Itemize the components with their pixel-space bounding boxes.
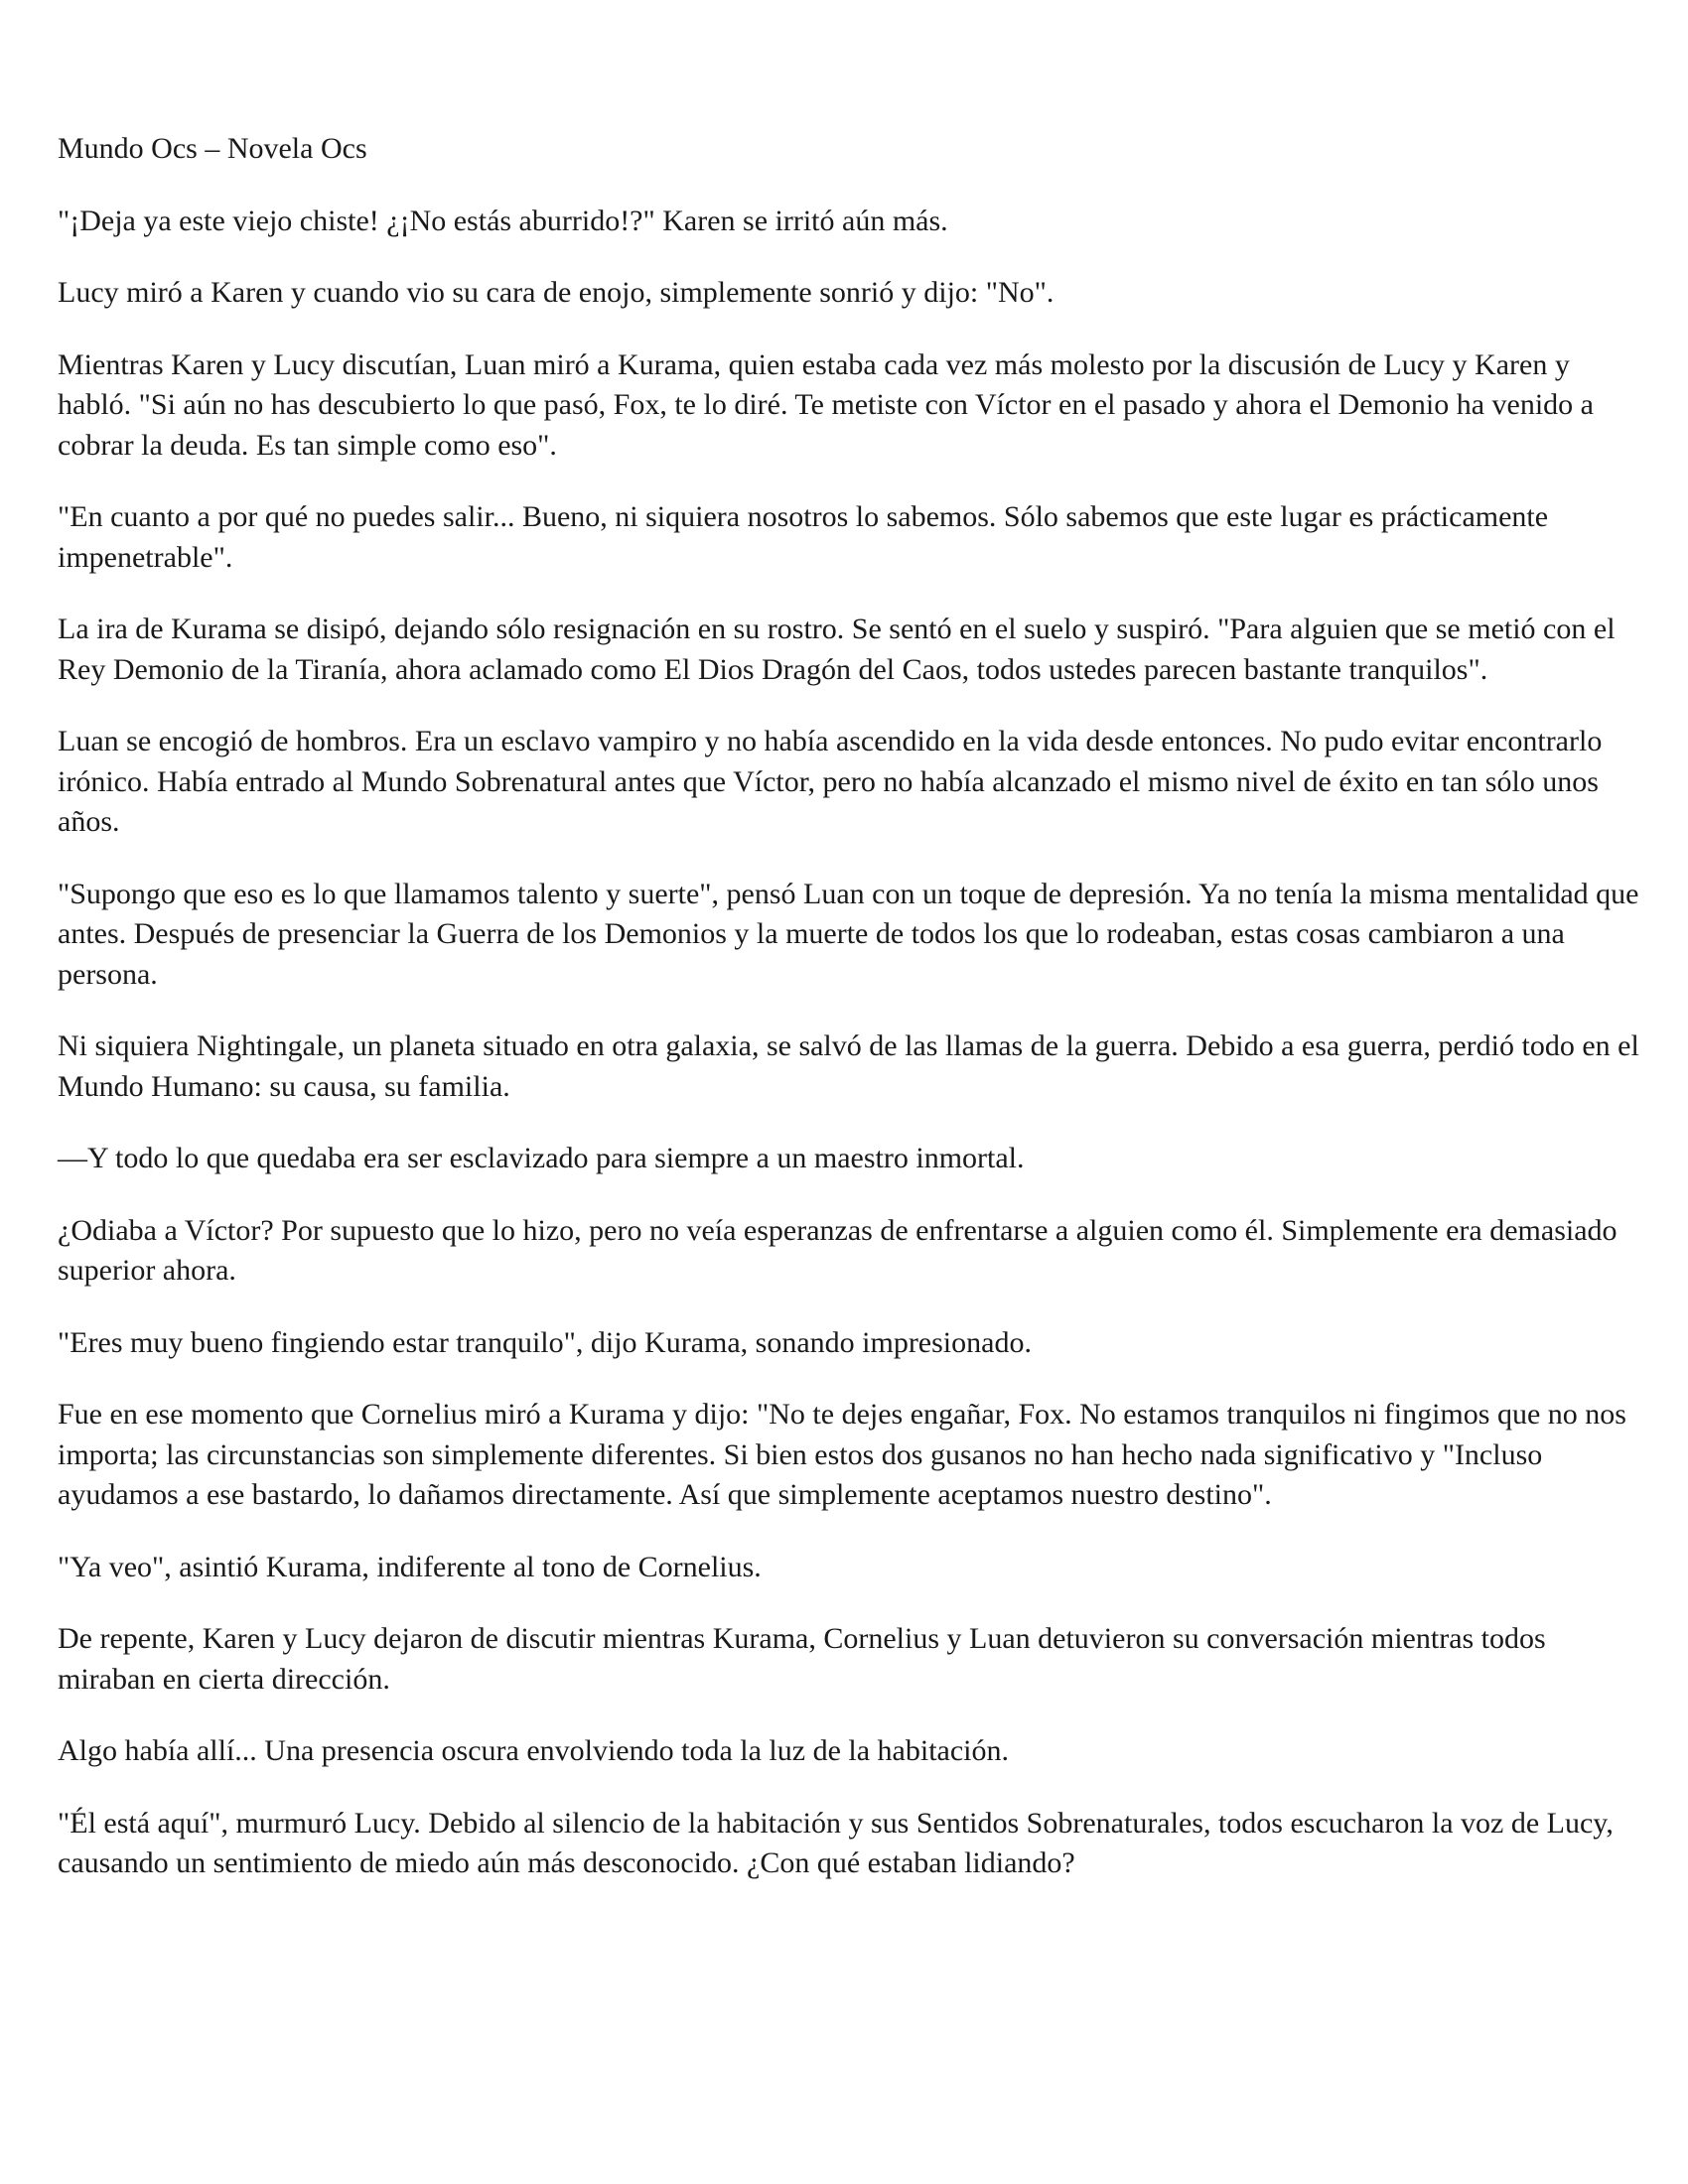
paragraph: Algo había allí... Una presencia oscura envolviendo toda la luz de la habitación.: [58, 1734, 1009, 1767]
document-page: [58, 129, 1646, 1916]
paragraph: Ni siquiera Nightingale, un planeta situado en otra galaxia, se salvó de las llamas de la guerra. Debido a esa guerra, perdió todo en el Mundo Humano: su causa, su familia.: [58, 1029, 1639, 1103]
paragraph: "Eres muy bueno fingiendo estar tranquilo", dijo Kurama, sonando impresionado.: [58, 1325, 1032, 1359]
paragraph: "Supongo que eso es lo que llamamos talento y suerte", pensó Luan con un toque de depresión. Ya no tenía la misma mentalidad que antes. Después de presenciar la Guerra de los Demonios y la muerte de todos los que lo rodeaban, estas cosas cambiaron a una persona.: [58, 877, 1639, 991]
paragraph: Mientras Karen y Lucy discutían, Luan miró a Kurama, quien estaba cada vez más molesto por la discusión de Lucy y Karen y habló. "Si aún no has descubierto lo que pasó, Fox, te lo diré. Te metiste con Víctor en el pasado y ahora el Demonio ha venido a cobrar la deuda. Es tan simple como eso".: [58, 347, 1594, 462]
paragraph: —Y todo lo que quedaba era ser esclavizado para siempre a un maestro inmortal.: [58, 1142, 1025, 1174]
paragraph: "Él está aquí", murmuró Lucy. Debido al silencio de la habitación y sus Sentidos Sobrenaturales, todos escucharon la voz de Lucy, causando un sentimiento de miedo aún más desconocido. ¿Con qué estaban lidiando?: [58, 1806, 1614, 1879]
paragraph: Luan se encogió de hombros. Era un esclavo vampiro y no había ascendido en la vida desde entonces. No pudo evitar encontrarlo irónico. Había entrado al Mundo Sobrenatural antes que Víctor, pero no había alcanzado el mismo nivel de éxito en tan sólo unos años.: [58, 725, 1603, 838]
paragraph: De repente, Karen y Lucy dejaron de discutir mientras Kurama, Cornelius y Luan detuvieron su conversación mientras todos miraban en cierta dirección.: [58, 1622, 1546, 1696]
document-header: Mundo Ocs – Novela Ocs: [58, 132, 367, 165]
paragraph: "¡Deja ya este viejo chiste! ¿¡No estás aburrido!?" Karen se irritó aún más.: [58, 204, 948, 237]
paragraph: "En cuanto a por qué no puedes salir... Bueno, ni siquiera nosotros lo sabemos. Sólo sabemos que este lugar es prácticamente impenetrable".: [58, 500, 1549, 574]
paragraph: Fue en ese momento que Cornelius miró a Kurama y dijo: "No te dejes engañar, Fox. No estamos tranquilos ni fingimos que no nos importa; las circunstancias son simplemente diferentes. Si bien estos dos gusanos no han hecho nada significativo y "Incluso ayudamos a ese bastardo, lo dañamos directamente. Así que simplemente aceptamos nuestro destino".: [58, 1398, 1626, 1511]
paragraph: "Ya veo", asintió Kurama, indiferente al tono de Cornelius.: [58, 1550, 762, 1583]
paragraph: La ira de Kurama se disipó, dejando sólo resignación en su rostro. Se sentó en el suelo y suspiró. "Para alguien que se metió con el Rey Demonio de la Tiranía, ahora aclamado como El Dios Dragón del Caos, todos ustedes parecen bastante tranquilos".: [58, 613, 1616, 686]
paragraph: ¿Odiaba a Víctor? Por supuesto que lo hizo, pero no veía esperanzas de enfrentarse a alguien como él. Simplemente era demasiado superior ahora.: [58, 1213, 1618, 1287]
paragraph: Lucy miró a Karen y cuando vio su cara de enojo, simplemente sonrió y dijo: "No".: [58, 276, 1055, 309]
